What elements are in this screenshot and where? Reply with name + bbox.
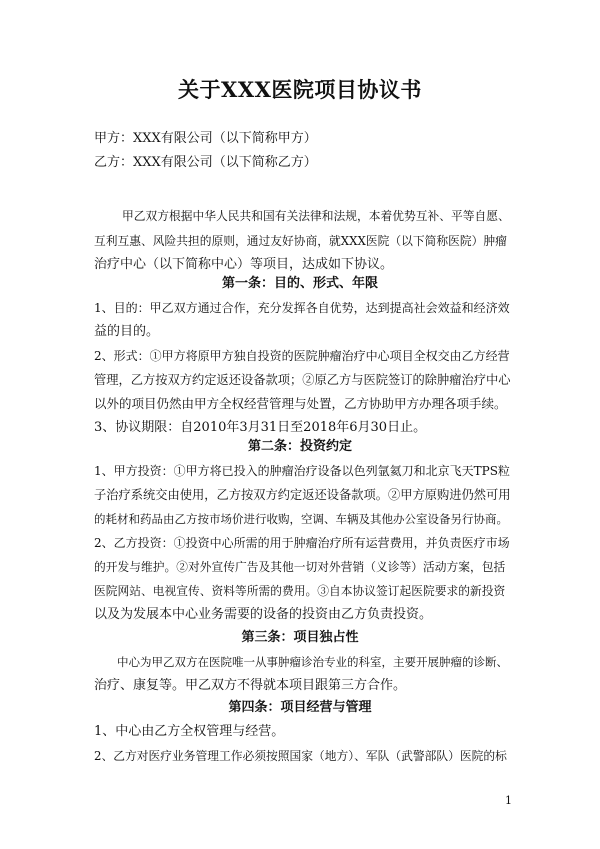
page-number: 1 <box>505 794 512 807</box>
article-2-heading: 第二条：投资约定 <box>247 439 352 454</box>
article-1-heading: 第一条：目的、形式、年限 <box>221 276 378 291</box>
article-3-heading: 第三条：项目独占性 <box>241 630 359 645</box>
preamble-line: 甲乙双方根据中华人民共和国有关法律和法规，本着优势互补、平等自愿、 <box>122 209 510 223</box>
article-line: 1、中心由乙方全权管理与经营。 <box>94 724 285 739</box>
article-4-heading: 第四条：项目经营与管理 <box>228 700 372 715</box>
article-line: 的耗材和药品由乙方按市场价进行收购，空调、车辆及其他办公室设备另行协商。 <box>94 512 508 526</box>
article-line: 中心为甲乙双方在医院唯一从事肿瘤诊治专业的科室，主要开展肿瘤的诊断、 <box>117 655 508 669</box>
article-line: 2、乙方投资：①投资中心所需的用于肿瘤治疗所有运营费用，并负责医疗市场 <box>94 536 510 550</box>
article-line: 2、形式：①甲方将原甲方独自投资的医院肿瘤治疗中心项目全权交由乙方经营 <box>94 349 510 363</box>
party-b-line: 乙方：XXX有限公司（以下简称乙方） <box>94 155 317 170</box>
preamble-line: 互利互惠、风险共担的原则，通过友好协商，就XXX医院（以下简称医院）肿瘤 <box>94 234 507 248</box>
document-title: 关于XXX医院项目协议书 <box>178 77 422 102</box>
article-line: 子治疗系统交由使用，乙方按双方约定返还设备款项。②甲方原购进仍然可用 <box>94 488 511 502</box>
party-a-line: 甲方：XXX有限公司（以下简称甲方） <box>94 131 317 146</box>
article-line: 2、乙方对医疗业务管理工作必须按照国家（地方）、军队（武警部队）医院的标 <box>94 749 507 763</box>
article-line: 1、目的：甲乙双方通过合作，充分发挥各自优势，达到提高社会效益和经济效 <box>94 301 510 315</box>
article-line: 管理，乙方按双方约定返还设备款项；②原乙方与医院签订的除肿瘤治疗中心 <box>94 373 511 387</box>
article-line: 1、甲方投资：①甲方将已投入的肿瘤治疗设备以色列氩氦刀和北京飞天TPS粒 <box>94 464 510 478</box>
article-line: 益的目的。 <box>94 324 160 339</box>
article-line: 医院网站、电视宣传、资料等所需的费用。③自本协议签订起医院要求的新投资 <box>94 584 506 598</box>
article-line: 3、协议期限：自2010年3月31日至2018年6月30日止。 <box>94 420 427 435</box>
article-line: 的开发与维护。②对外宣传广告及其他一切对外营销（义诊等）活动方案，包括 <box>94 560 506 574</box>
preamble-line: 治疗中心（以下简称中心）等项目，达成如下协议。 <box>94 257 394 272</box>
article-line: 以及为发展本中心业务需要的设备的投资由乙方负责投资。 <box>94 607 433 622</box>
article-line: 以外的项目仍然由甲方全权经营管理与处置，乙方协助甲方办理各项手续。 <box>94 396 507 411</box>
article-line: 治疗、康复等。甲乙双方不得就本项目跟第三方合作。 <box>94 678 407 693</box>
